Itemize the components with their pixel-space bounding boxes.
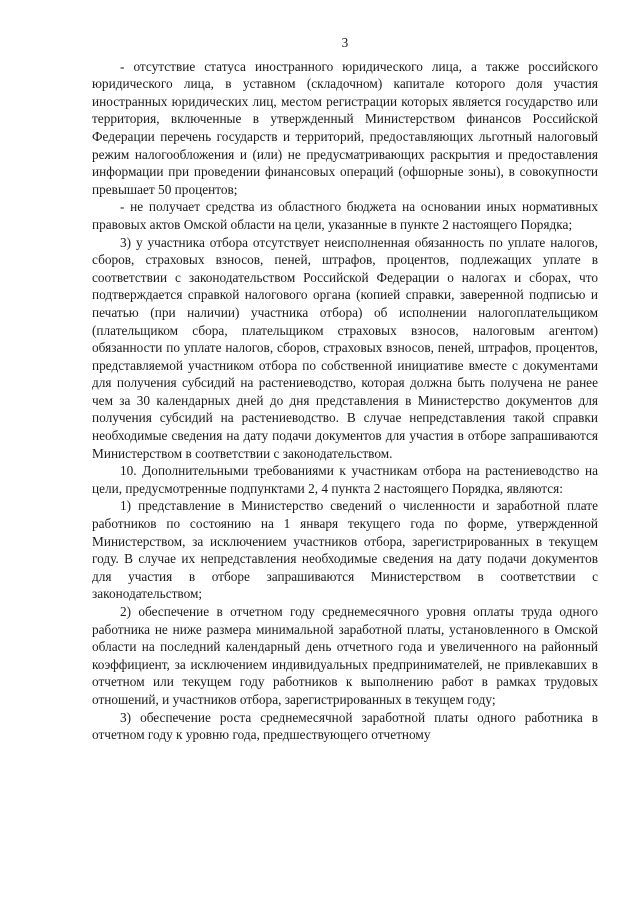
paragraph-employee-info: 1) представление в Министерство сведений о численности и заработной плате работников по состоянию на 1 января текущего года по форме, утвержденной Министерством, за исключением участников отбора, зарегистрированных в текущем году. В случае их непредставления необходимые сведения на дату подачи документов для участия в отборе запрашиваются Министерством в соответствии с законодательством; [92, 498, 598, 602]
paragraph-wage-growth: 3) обеспечение роста среднемесячной заработной платы одного работника в отчетном году к уровню года, предшествующего отчетному [92, 709, 598, 743]
page-number: 3 [341, 35, 349, 50]
paragraph-minimum-wage: 2) обеспечение в отчетном году среднемесячного уровня оплаты труда одного работника не ниже размера минимальной заработной платы, установленного в Омской области на последний календарный день отчетного года и увеличенного на районный коэффициент, за исключением индивидуальных предпринимателей, не привлекавших в отчетном или текущем году работников к выполнению работ в рамках трудовых отношений, и участников отбора, зарегистрированных в текущем году; [92, 604, 598, 707]
document-page [92, 34, 598, 744]
paragraph-additional-requirements: 10. Дополнительными требованиями к участникам отбора на растениеводство на цели, предусмотренные подпунктами 2, 4 пункта 2 настоящего Порядка, являются: [92, 463, 598, 496]
paragraph-no-tax-debt: 3) у участника отбора отсутствует неисполненная обязанность по уплате налогов, сборов, страховых взносов, пеней, штрафов, процентов, подлежащих уплате в соответствии с законодательством Российской Федерации о налогах и сборах, что подтверждается справкой налогового органа (копией справки, заверенной подписью и печатью (при наличии) участника отбора) об исполнении налогоплательщиком (плательщиком сбора, плательщиком страховых взносов, налоговым агентом) обязанности по уплате налогов, сборов, страховых взносов, пеней, штрафов, процентов, представляемой участником отбора по собственной инициативе вместе с документами для получения субсидий на растениеводство, которая должна быть получена не ранее чем за 30 календарных дней до дня представления в Министерство документов для получения субсидий на растениеводство. В случае непредставления такой справки необходимые сведения на дату подачи документов для участия в отборе запрашиваются Министерством в соответствии с законодательством. [92, 234, 598, 461]
paragraph-no-regional-funds: - не получает средства из областного бюджета на основании иных нормативных правовых актов Омской области на цели, указанные в пункте 2 настоящего Порядка; [92, 199, 598, 232]
paragraph-offshore-status: - отсутствие статуса иностранного юридического лица, а также российского юридического лица, в уставном (складочном) капитале которого доля участия иностранных юридических лиц, местом регистрации которых является государство или территория, включенные в утвержденный Министерством финансов Российской Федерации перечень государств и территорий, предоставляющих льготный налоговый режим налогообложения и (или) не предусматривающих раскрытия и предоставления информации при проведении финансовых операций (офшорные зоны), в совокупности превышает 50 процентов; [92, 58, 598, 197]
